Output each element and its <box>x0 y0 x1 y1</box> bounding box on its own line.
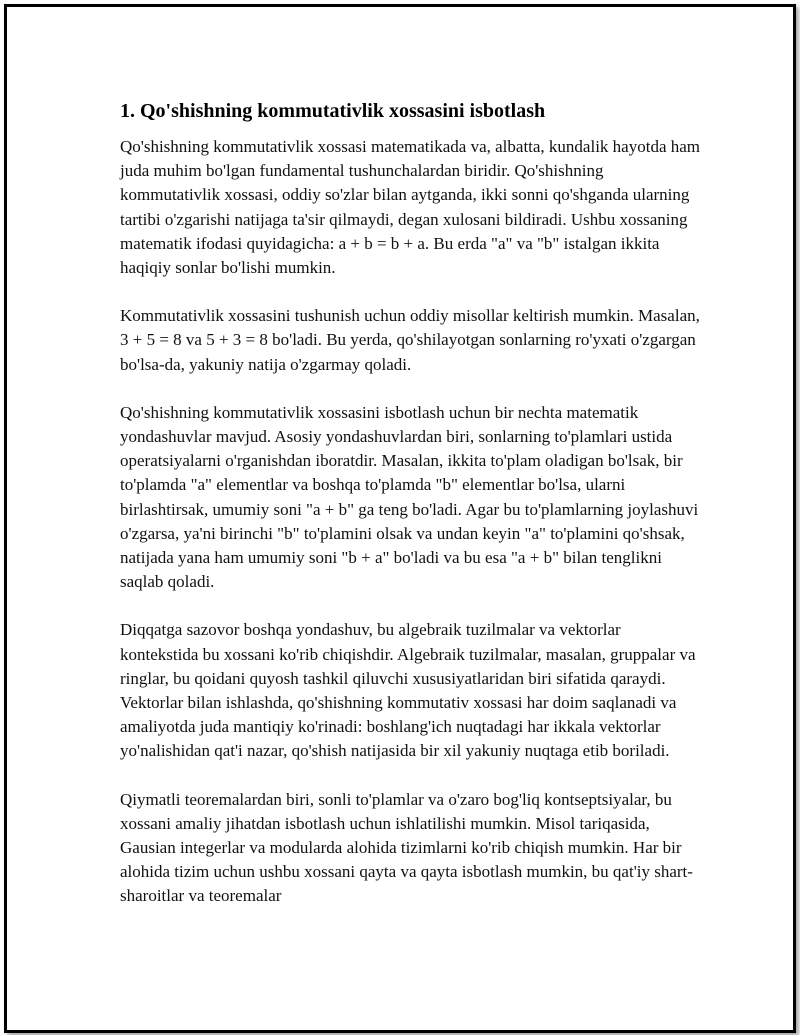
document-content <box>120 99 700 933</box>
paragraph-4: Diqqatga sazovor boshqa yondashuv, bu algebraik tuzilmalar va vektorlar kontekstida bu xossani ko'rib chiqishdir. Algebraik tuzilmalar, masalan, gruppalar va ringlar, bu qoidani quyosh tashkil qiluvchi xususiyatlaridan biri sifatida qaraydi. Vektorlar bilan ishlashda, qo'shishning kommutativ xossasi har doim saqlanadi va amaliyotda juda mantiqiy ko'rinadi: boshlang'ich nuqtadagi har ikkala vektorlar yo'nalishidan qat'i nazar, qo'shish natijasida bir xil yakuniy nuqtaga etib boriladi. <box>120 620 696 761</box>
paragraph-5: Qiymatli teoremalardan biri, sonli to'plamlar va o'zaro bog'liq kontseptsiyalar, bu xossani amaliy jihatdan isbotlash uchun ishlatilishi mumkin. Misol tariqasida, Gausian integerlar va modularda alohida tizimlarni ko'rib chiqish mumkin. Har bir alohida tizim uchun ushbu xossani qayta va qayta isbotlash mumkin, bu qat'iy shart-sharoitlar va teoremalar <box>120 789 693 906</box>
paragraph-3: Qo'shishning kommutativlik xossasini isbotlash uchun bir nechta matematik yondashuvlar mavjud. Asosiy yondashuvlardan biri, sonlarning to'plamlari ustida operatsiyalarni o'rganishdan iboratdir. Masalan, ikkita to'plam oladigan bo'lsak, bir to'plamda "a" elementlar va boshqa to'plamda "b" elementlar bo'lsa, ularni birlashtirsak, umumiy soni "a + b" ga teng bo'ladi. Agar bu to'plamlarning joylashuvi o'zgarsa, ya'ni birinchi "b" to'plamini olsak va undan keyin "a" to'plamini qo'shsak, natijada yana ham umumiy soni "b + a" bo'ladi va bu esa "a + b" bilan tenglikni saqlab qoladi. <box>120 402 699 592</box>
paragraph-1: Qo'shishning kommutativlik xossasi matematikada va, albatta, kundalik hayotda ham juda muhim bo'lgan fundamental tushunchalardan biridir. Qo'shishning kommutativlik xossasi, oddiy so'zlar bilan aytganda, ikki sonni qo'shganda ularning tartibi o'zgarishi natijaga ta'sir qilmaydi, degan xulosani bildiradi. Ushbu xossaning matematik ifodasi quyidagicha: a + b = b + a. Bu erda "a" va "b" istalgan ikkita haqiqiy sonlar bo'lishi mumkin. <box>120 137 701 278</box>
paragraph-2: Kommutativlik xossasini tushunish uchun oddiy misollar keltirish mumkin. Masalan, 3 + 5 = 8 va 5 + 3 = 8 bo'ladi. Bu yerda, qo'shilayotgan sonlarning ro'yxati o'zgargan bo'lsa-da, yakuniy natija o'zgarmay qoladi. <box>120 306 700 374</box>
section-heading: 1. Qo'shishning kommutativlik xossasini isbotlash <box>120 100 546 122</box>
document-page <box>4 4 796 1033</box>
